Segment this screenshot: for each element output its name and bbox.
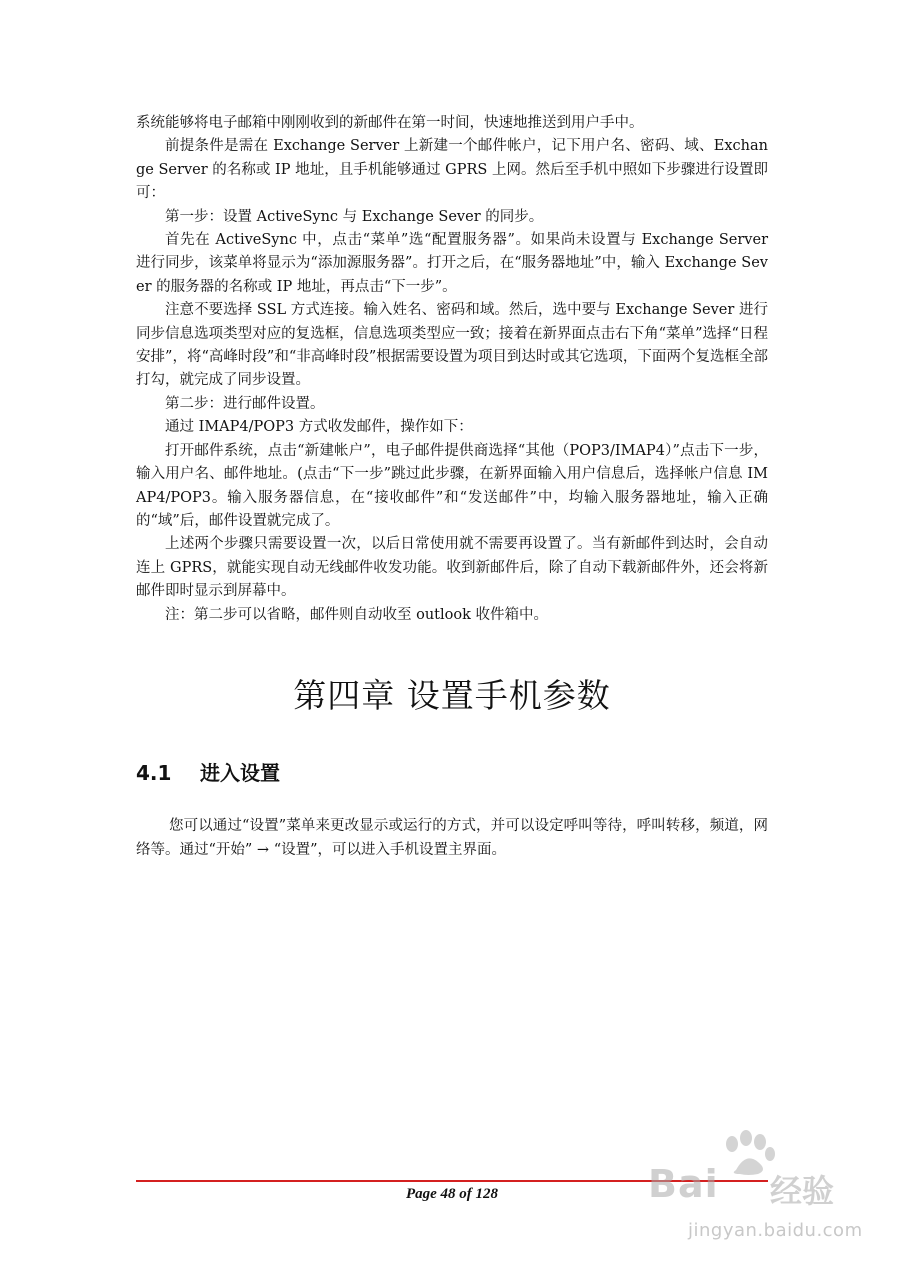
paragraph-activesync: 首先在 ActiveSync 中，点击“菜单”选“配置服务器”。如果尚未设置与 Exchange Server 进行同步，该菜单将显示为“添加源服务器”。打开之后，在“服务器地址”中，输入 Exchange Sever 的服务器的名称或 IP 地址，再点击“下一步”。 (136, 232, 768, 295)
paragraph-summary: 上述两个步骤只需要设置一次，以后日常使用就不需要再设置了。当有新邮件到达时，会自动连上 GPRS，就能实现自动无线邮件收发功能。收到新邮件后，除了自动下载新邮件外，还会将新邮件即时显示到屏幕中。 (136, 536, 768, 600)
watermark-sub: 经验 (770, 1172, 835, 1210)
paragraph-imap-pop3: 通过 IMAP4/POP3 方式收发邮件，操作如下： (165, 419, 473, 436)
page-number: Page 48 of 128 (405, 1186, 499, 1202)
paragraph-step-one: 第一步：设置 ActiveSync 与 Exchange Sever 的同步。 (165, 208, 544, 225)
section-body (136, 814, 768, 862)
watermark-url: jingyan.baidu.com (688, 1220, 863, 1241)
section-number: 4.1 (136, 761, 172, 785)
section-heading (136, 757, 280, 786)
paragraph-note: 注：第二步可以省略，邮件则自动收至 outlook 收件箱中。 (165, 606, 548, 623)
section-title: 进入设置 (200, 761, 280, 785)
section-paragraph: 您可以通过“设置”菜单来更改显示或运行的方式，并可以设定呼叫等待，呼叫转移，频道，网络等。通过“开始” → “设置”，可以进入手机设置主界面。 (136, 818, 768, 858)
paragraph-ssl-note: 注意不要选择 SSL 方式连接。输入姓名、密码和域。然后，选中要与 Exchange Sever 进行同步信息选项类型对应的复选框，信息选项类型应一致；接着在新界面点击右下角“菜单”选择“日程安排”，将“高峰时段”和“非高峰时段”根据需要设置为项目到达时或其它选项，下面两个复选框全部打勾，就完成了同步设置。 (136, 302, 768, 389)
paw-logo-icon (718, 1130, 778, 1176)
chapter-title: 第四章 设置手机参数 (293, 676, 611, 715)
paragraph-intro: 系统能够将电子邮箱中刚刚收到的新邮件在第一时间，快速地推送到用户手中。 (136, 115, 644, 131)
paragraph-prerequisite: 前提条件是需在 Exchange Server 上新建一个邮件帐户，记下用户名、密码、域、Exchange Server 的名称或 IP 地址，且手机能够通过 GPRS 上网。然后至手机中照如下步骤进行设置即可： (136, 138, 768, 202)
watermark-brand: Bai (648, 1162, 719, 1206)
body-text (136, 112, 768, 627)
paragraph-step-two: 第二步：进行邮件设置。 (165, 395, 325, 412)
paragraph-mail-setup: 打开邮件系统，点击“新建帐户”，电子邮件提供商选择“其他（POP3/IMAP4）”点击下一步，输入用户名、邮件地址。(点击“下一步”跳过此步骤，在新界面输入用户信息后，选择帐户信息 IMAP4/POP3。输入服务器信息，在“接收邮件”和“发送邮件”中，均输入服务器地址，输入正确的“域”后，邮件设置就完成了。 (136, 442, 768, 529)
footer-rule (136, 1180, 768, 1182)
